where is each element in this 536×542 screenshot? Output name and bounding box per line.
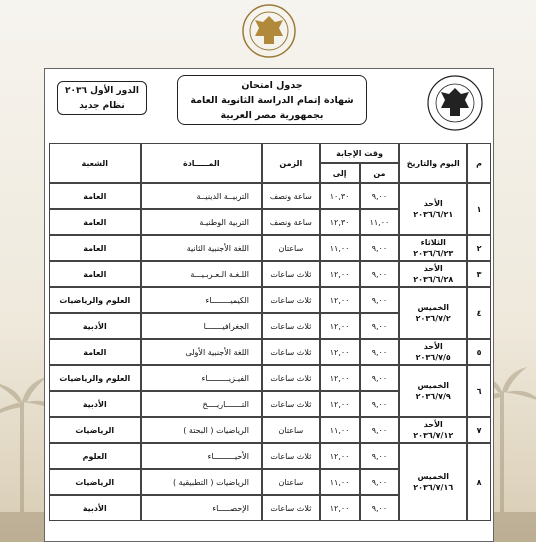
- branch-cell: العامة: [49, 261, 141, 287]
- to-cell: ١٢,٣٠: [320, 209, 360, 235]
- subject-cell: الإحصـــــاء: [141, 495, 262, 521]
- branch-cell: الأدبية: [49, 313, 141, 339]
- to-cell: ١١,٠٠: [320, 469, 360, 495]
- day-date-cell: [399, 365, 467, 417]
- subject-cell: التربيــة الدينيــة: [141, 183, 262, 209]
- day-date-cell: [399, 339, 467, 365]
- day-label: الأحد: [423, 342, 443, 351]
- branch-cell: الرياضيات: [49, 417, 141, 443]
- day-label: الخميس: [417, 472, 449, 481]
- date-label: ٢٠٣٦/٧/٢: [415, 314, 451, 323]
- branch-cell: العلوم والرياضيات: [49, 287, 141, 313]
- title-line-2: شهادة إتمام الدراسة الثانوية العامة: [190, 95, 354, 106]
- duration-cell: ثلاث ساعات: [262, 495, 320, 521]
- from-cell: ٩,٠٠: [360, 261, 400, 287]
- duration-cell: ثلاث ساعات: [262, 391, 320, 417]
- day-label: الأحد: [423, 420, 443, 429]
- to-cell: ١٢,٠٠: [320, 287, 360, 313]
- subject-cell: التـــــــاريــــخ: [141, 391, 262, 417]
- header-duration: الزمن: [262, 143, 320, 183]
- day-date-cell: [399, 183, 467, 235]
- ministry-seal-icon: [423, 73, 487, 133]
- to-cell: ١٢,٠٠: [320, 261, 360, 287]
- from-cell: ٩,٠٠: [360, 183, 400, 209]
- day-date-cell: [399, 287, 467, 339]
- header-day-date: اليوم والتاريخ: [399, 143, 467, 183]
- to-cell: ١١,٠٠: [320, 417, 360, 443]
- duration-cell: ثلاث ساعات: [262, 365, 320, 391]
- subject-cell: اللغة الأجنبية الثانية: [141, 235, 262, 261]
- to-cell: ١٢,٠٠: [320, 495, 360, 521]
- table-row: [49, 339, 491, 365]
- duration-cell: ساعتان: [262, 235, 320, 261]
- date-label: ٢٠٣٦/٦/٢٨: [413, 275, 454, 284]
- date-label: ٢٠٣٦/٧/٩: [415, 392, 451, 401]
- date-label: ٢٠٣٦/٧/١٦: [413, 483, 454, 492]
- row-number: ٦: [467, 365, 491, 417]
- to-cell: ١٢,٠٠: [320, 313, 360, 339]
- duration-cell: ساعة ونصف: [262, 183, 320, 209]
- day-date-cell: [399, 417, 467, 443]
- title-line-3: بجمهورية مصر العربية: [220, 110, 324, 121]
- to-cell: ١٠,٣٠: [320, 183, 360, 209]
- from-cell: ٩,٠٠: [360, 365, 400, 391]
- table-row: [49, 443, 491, 469]
- from-cell: ٩,٠٠: [360, 313, 400, 339]
- day-label: الأحد: [423, 264, 443, 273]
- branch-cell: العامة: [49, 235, 141, 261]
- row-number: ١: [467, 183, 491, 235]
- from-cell: ٩,٠٠: [360, 469, 400, 495]
- duration-cell: ساعة ونصف: [262, 209, 320, 235]
- subject-cell: اللغة الأجنبية الأولى: [141, 339, 262, 365]
- day-label: الثلاثاء: [420, 238, 446, 247]
- table-row: [49, 365, 491, 391]
- day-label: الأحد: [423, 199, 443, 208]
- header-subject: المـــــادة: [141, 143, 262, 183]
- header-number: م: [467, 143, 491, 183]
- duration-cell: ثلاث ساعات: [262, 261, 320, 287]
- from-cell: ٩,٠٠: [360, 443, 400, 469]
- row-number: ٧: [467, 417, 491, 443]
- row-number: ٥: [467, 339, 491, 365]
- subject-cell: الكيميــــــــاء: [141, 287, 262, 313]
- subject-cell: التربية الوطنيـة: [141, 209, 262, 235]
- branch-cell: العامة: [49, 339, 141, 365]
- duration-cell: ثلاث ساعات: [262, 287, 320, 313]
- day-date-cell: [399, 443, 467, 521]
- table-row: [49, 183, 491, 209]
- branch-cell: الرياضيات: [49, 469, 141, 495]
- row-number: ٤: [467, 287, 491, 339]
- table-row: [49, 235, 491, 261]
- to-cell: ١٢,٠٠: [320, 443, 360, 469]
- subject-cell: الجغرافيـــــــا: [141, 313, 262, 339]
- date-label: ٢٠٣٦/٦/٢٣: [413, 249, 454, 258]
- ministry-logo-icon: [238, 2, 300, 60]
- exam-round-box: [57, 81, 147, 115]
- from-cell: ١١,٠٠: [360, 209, 400, 235]
- subject-cell: الرياضيات ( التطبيقية ): [141, 469, 262, 495]
- duration-cell: ثلاث ساعات: [262, 313, 320, 339]
- schedule-table: [49, 143, 491, 521]
- header-answer-time: وقت الإجابة: [320, 143, 400, 163]
- header-from: من: [360, 163, 400, 183]
- duration-cell: ساعتان: [262, 469, 320, 495]
- duration-cell: ساعتان: [262, 417, 320, 443]
- from-cell: ٩,٠٠: [360, 287, 400, 313]
- title-line-1: جدول امتحان: [241, 80, 303, 91]
- day-date-cell: [399, 261, 467, 287]
- from-cell: ٩,٠٠: [360, 417, 400, 443]
- system-label: نظام جديد: [79, 101, 125, 111]
- row-number: ٣: [467, 261, 491, 287]
- row-number: ٢: [467, 235, 491, 261]
- exam-schedule-sheet: [44, 68, 494, 542]
- date-label: ٢٠٣٦/٧/١٢: [413, 431, 454, 440]
- from-cell: ٩,٠٠: [360, 391, 400, 417]
- branch-cell: العامة: [49, 209, 141, 235]
- subject-cell: الرياضيات ( البحتة ): [141, 417, 262, 443]
- header-to: إلى: [320, 163, 360, 183]
- from-cell: ٩,٠٠: [360, 495, 400, 521]
- sheet-header: [45, 69, 493, 139]
- branch-cell: العلوم والرياضيات: [49, 365, 141, 391]
- branch-cell: العلوم: [49, 443, 141, 469]
- exam-round-label: الدور الأول ٢٠٣٦: [65, 86, 139, 96]
- subject-cell: اللـغـة الـعـربـيـــة: [141, 261, 262, 287]
- from-cell: ٩,٠٠: [360, 235, 400, 261]
- date-label: ٢٠٣٦/٧/٥: [415, 353, 451, 362]
- row-number: ٨: [467, 443, 491, 521]
- from-cell: ٩,٠٠: [360, 339, 400, 365]
- subject-cell: الفيـزيـــــــــاء: [141, 365, 262, 391]
- day-label: الخميس: [417, 381, 449, 390]
- branch-cell: العامة: [49, 183, 141, 209]
- to-cell: ١٢,٠٠: [320, 339, 360, 365]
- day-label: الخميس: [417, 303, 449, 312]
- header-branch: الشعبة: [49, 143, 141, 183]
- branch-cell: الأدبية: [49, 391, 141, 417]
- table-row: [49, 261, 491, 287]
- table-row: [49, 417, 491, 443]
- duration-cell: ثلاث ساعات: [262, 339, 320, 365]
- duration-cell: ثلاث ساعات: [262, 443, 320, 469]
- table-row: [49, 287, 491, 313]
- subject-cell: الأحيـــــــــاء: [141, 443, 262, 469]
- to-cell: ١٢,٠٠: [320, 365, 360, 391]
- title-box: [177, 75, 367, 125]
- day-date-cell: [399, 235, 467, 261]
- date-label: ٢٠٣٦/٦/٢١: [413, 210, 454, 219]
- branch-cell: الأدبية: [49, 495, 141, 521]
- to-cell: ١٢,٠٠: [320, 391, 360, 417]
- to-cell: ١١,٠٠: [320, 235, 360, 261]
